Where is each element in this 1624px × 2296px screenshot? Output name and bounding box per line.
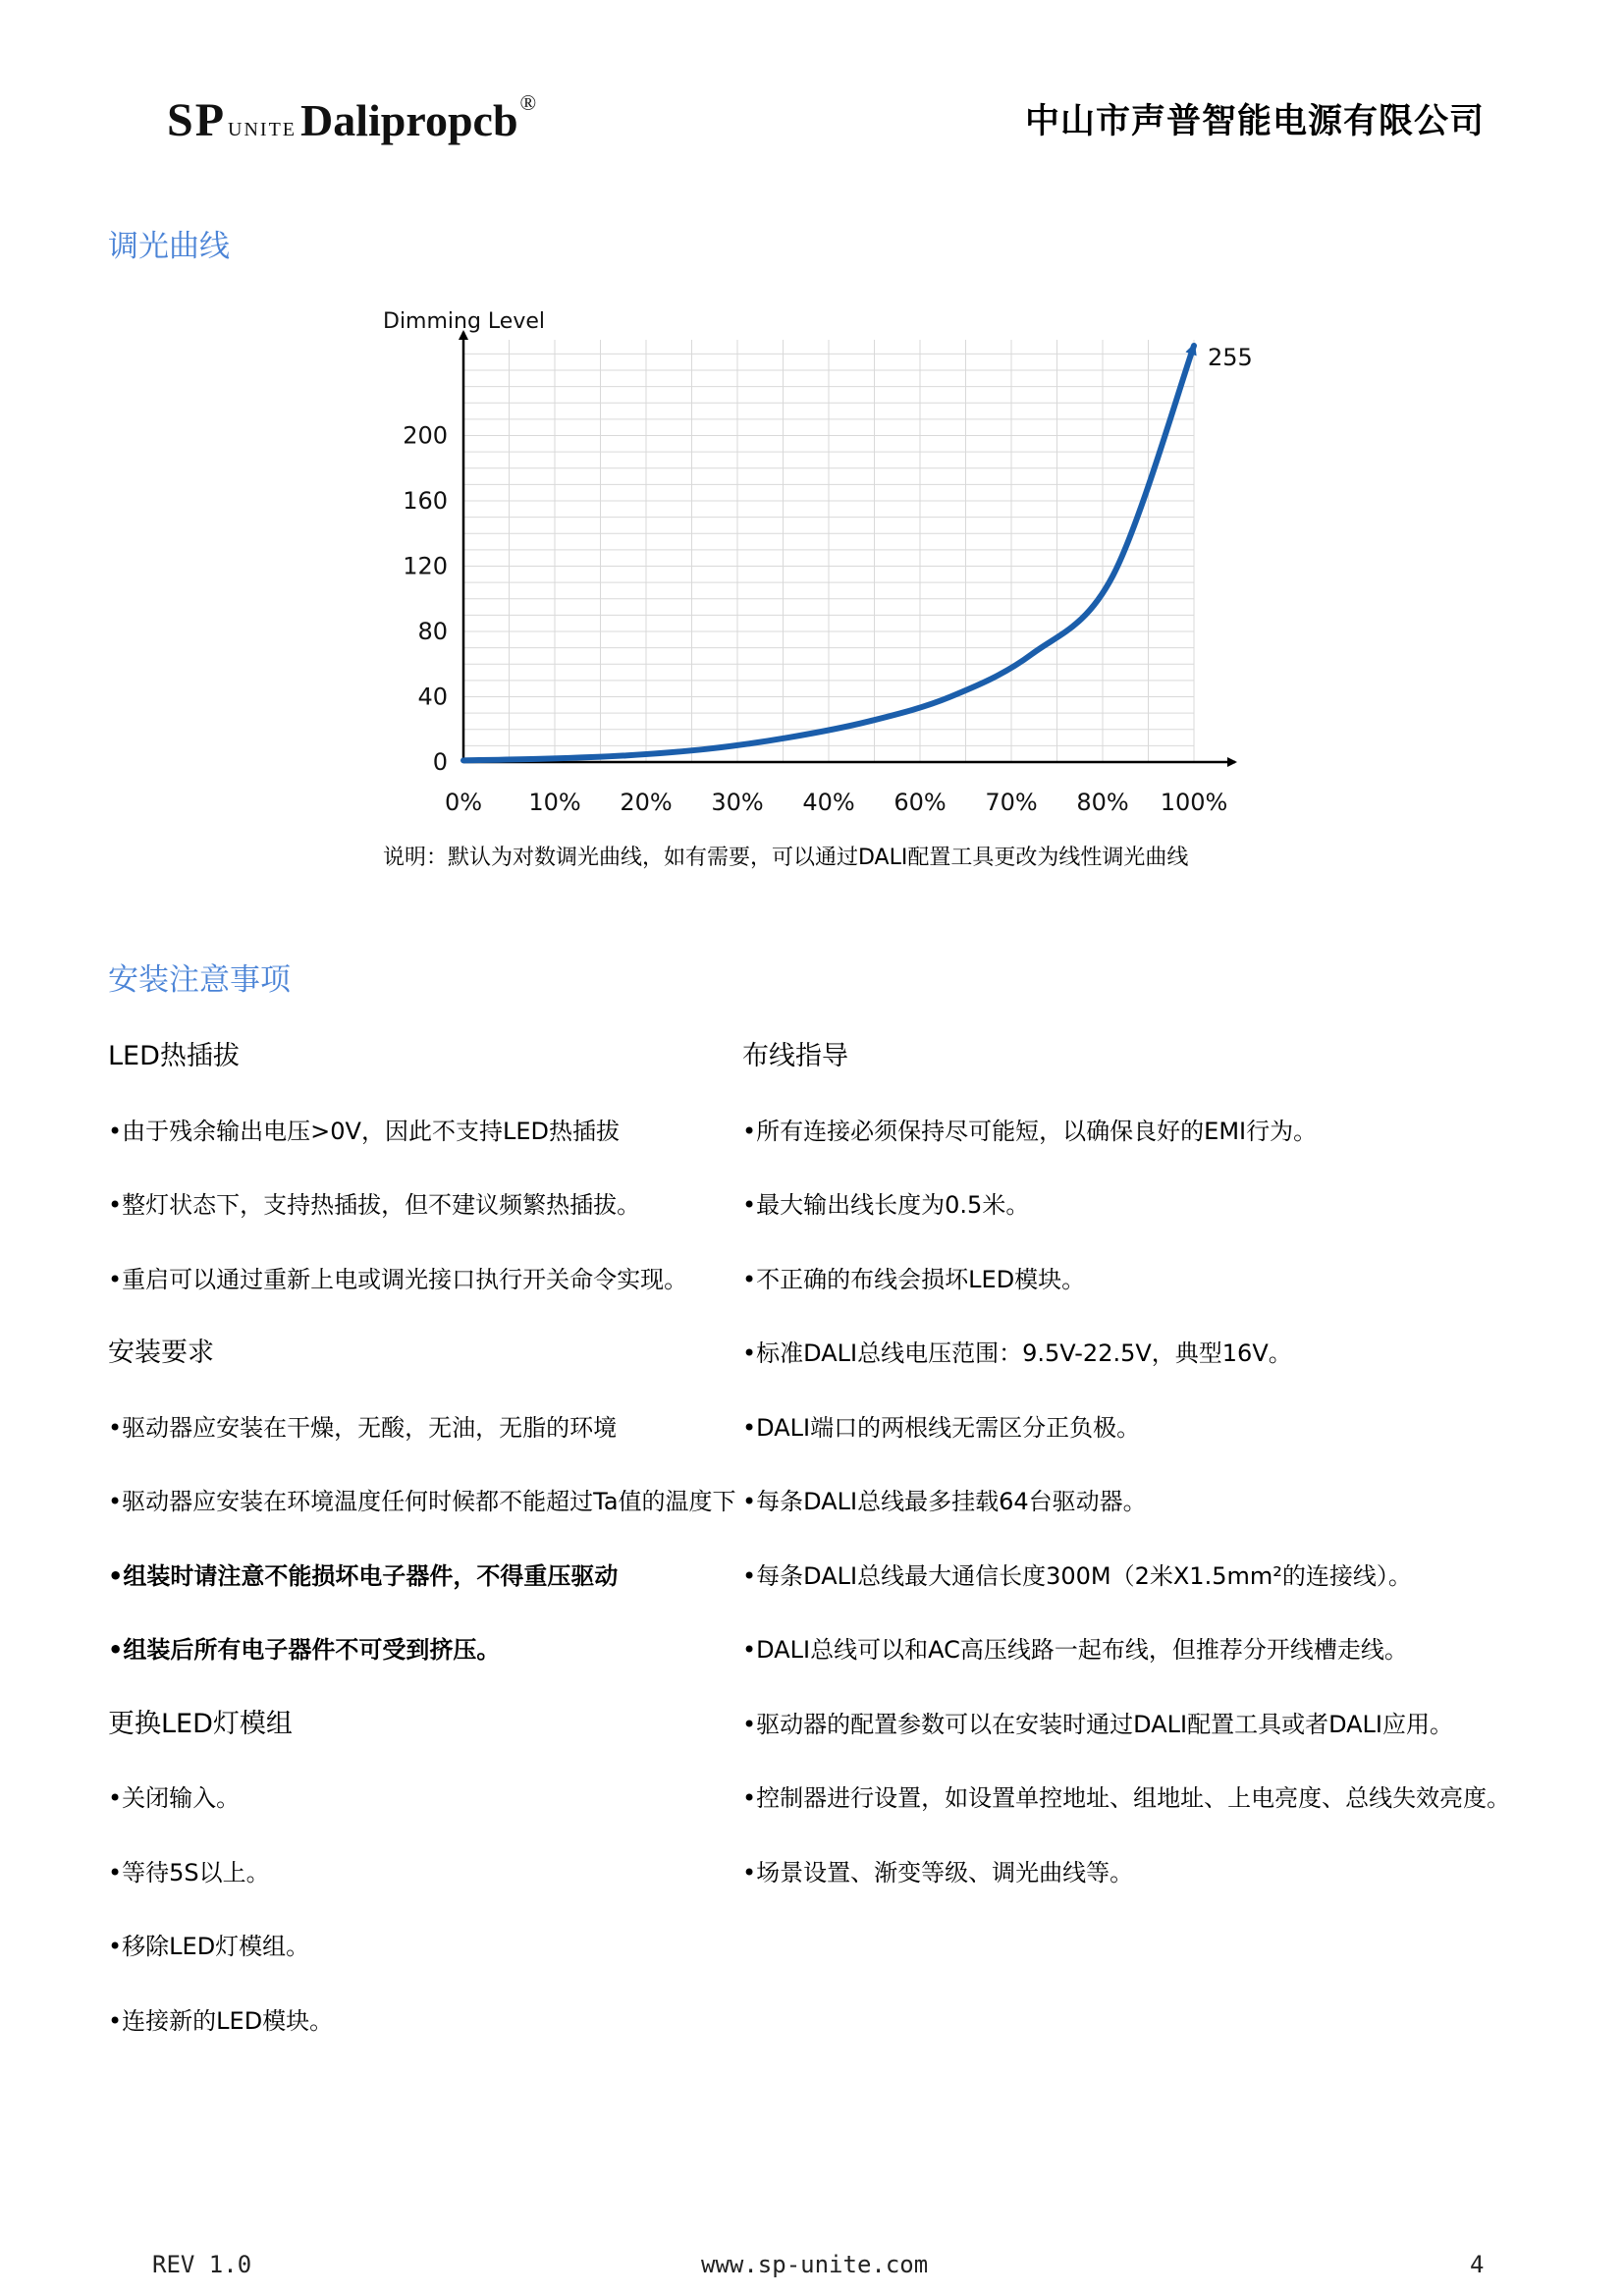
dimming-curve-chart (363, 295, 1267, 835)
chart-grid (463, 340, 1194, 762)
x-tick-label: 10% (528, 789, 581, 816)
logo-registered-mark: ® (519, 90, 537, 115)
y-tick-label: 120 (403, 552, 448, 580)
left-note-list-item: •移除LED灯模组。 (108, 1933, 310, 1960)
left-note-list-item: •驱动器应安装在环境温度任何时候都不能超过Ta值的温度下 (108, 1488, 736, 1515)
right-note-list-item: •最大输出线长度为0.5米。 (742, 1191, 1030, 1219)
right-note-list-item: •所有连接必须保持尽可能短，以确保良好的EMI行为。 (742, 1117, 1318, 1145)
right-note-list-item: •控制器进行设置，如设置单控地址、组地址、上电亮度、总线失效亮度。 (742, 1784, 1511, 1812)
right-note-list-item: •DALI总线可以和AC高压线路一起布线，但推荐分开线槽走线。 (742, 1636, 1408, 1664)
y-tick-label: 200 (403, 421, 448, 450)
footer-revision: REV 1.0 (152, 2251, 252, 2278)
left-note-list-item: •组装后所有电子器件不可受到挤压。 (108, 1636, 501, 1664)
left-note-list-item: •组装时请注意不能损坏电子器件，不得重压驱动 (108, 1561, 619, 1590)
right-note-list-item: •不正确的布线会损坏LED模块。 (742, 1265, 1086, 1293)
left-notes-column (108, 1041, 736, 2079)
footer-website: www.sp-unite.com (701, 2251, 929, 2278)
left-note-subheading: LED热插拔 (108, 1041, 240, 1071)
left-note-list-item: •整灯状态下，支持热插拔，但不建议频繁热插拔。 (108, 1191, 641, 1219)
x-tick-label: 100% (1160, 789, 1228, 816)
right-note-list-item: •DALI端口的两根线无需区分正负极。 (742, 1413, 1141, 1442)
left-note-list-item: •连接新的LED模块。 (108, 2006, 334, 2035)
x-tick-label: 70% (985, 789, 1038, 816)
x-tick-label: 60% (893, 789, 947, 816)
left-note-list-item: •等待5S以上。 (108, 1858, 270, 1886)
right-note-list-item: •标准DALI总线电压范围：9.5V-22.5V，典型16V。 (742, 1339, 1292, 1367)
right-note-list-item: •每条DALI总线最多挂载64台驱动器。 (742, 1488, 1147, 1515)
footer-page-number: 4 (1470, 2251, 1485, 2278)
right-note-list-item: •每条DALI总线最大通信长度300M（2米X1.5mm²的连接线）。 (742, 1561, 1412, 1590)
y-axis-label: Dimming Level (383, 309, 545, 334)
left-note-list-item: •重启可以通过重新上电或调光接口执行开关命令实现。 (108, 1265, 688, 1293)
x-tick-label: 20% (620, 789, 673, 816)
right-note-list-item: •场景设置、渐变等级、调光曲线等。 (742, 1858, 1134, 1886)
chart-tick-labels (383, 309, 1227, 816)
right-note-subheading: 布线指导 (742, 1041, 848, 1071)
left-note-list-item: •驱动器应安装在干燥，无酸，无油，无脂的环境 (108, 1413, 618, 1442)
logo-unite: UNITE (228, 119, 297, 140)
left-note-subheading: 更换LED灯模组 (108, 1708, 293, 1739)
brand-logo (167, 90, 536, 147)
x-tick-label: 40% (802, 789, 855, 816)
y-tick-label: 80 (417, 617, 448, 645)
logo-sp: SP (167, 94, 227, 146)
chart-caption: 说明：默认为对数调光曲线，如有需要，可以通过DALI配置工具更改为线性调光曲线 (383, 846, 1189, 870)
y-tick-label: 0 (432, 748, 448, 776)
right-notes-column (742, 1041, 1587, 1931)
section-title-installation: 安装注意事项 (108, 962, 291, 998)
logo-brand: Dalipropcb (300, 95, 518, 145)
left-note-subheading: 安装要求 (108, 1338, 214, 1368)
y-tick-label: 40 (417, 683, 448, 711)
right-note-list-item: •驱动器的配置参数可以在安装时通过DALI配置工具或者DALI应用。 (742, 1710, 1454, 1738)
left-note-list-item: •由于残余输出电压>0V，因此不支持LED热插拔 (108, 1117, 620, 1145)
curve-end-label: 255 (1208, 344, 1253, 371)
company-name: 中山市声普智能电源有限公司 (1024, 102, 1485, 141)
chart-series (463, 344, 1253, 760)
chart-axes (463, 332, 1235, 762)
x-tick-label: 0% (444, 789, 483, 816)
x-tick-label: 80% (1076, 789, 1129, 816)
y-tick-label: 160 (403, 486, 448, 515)
x-tick-label: 30% (711, 789, 764, 816)
left-note-list-item: •关闭输入。 (108, 1784, 241, 1812)
section-title-dimming: 调光曲线 (108, 229, 230, 264)
